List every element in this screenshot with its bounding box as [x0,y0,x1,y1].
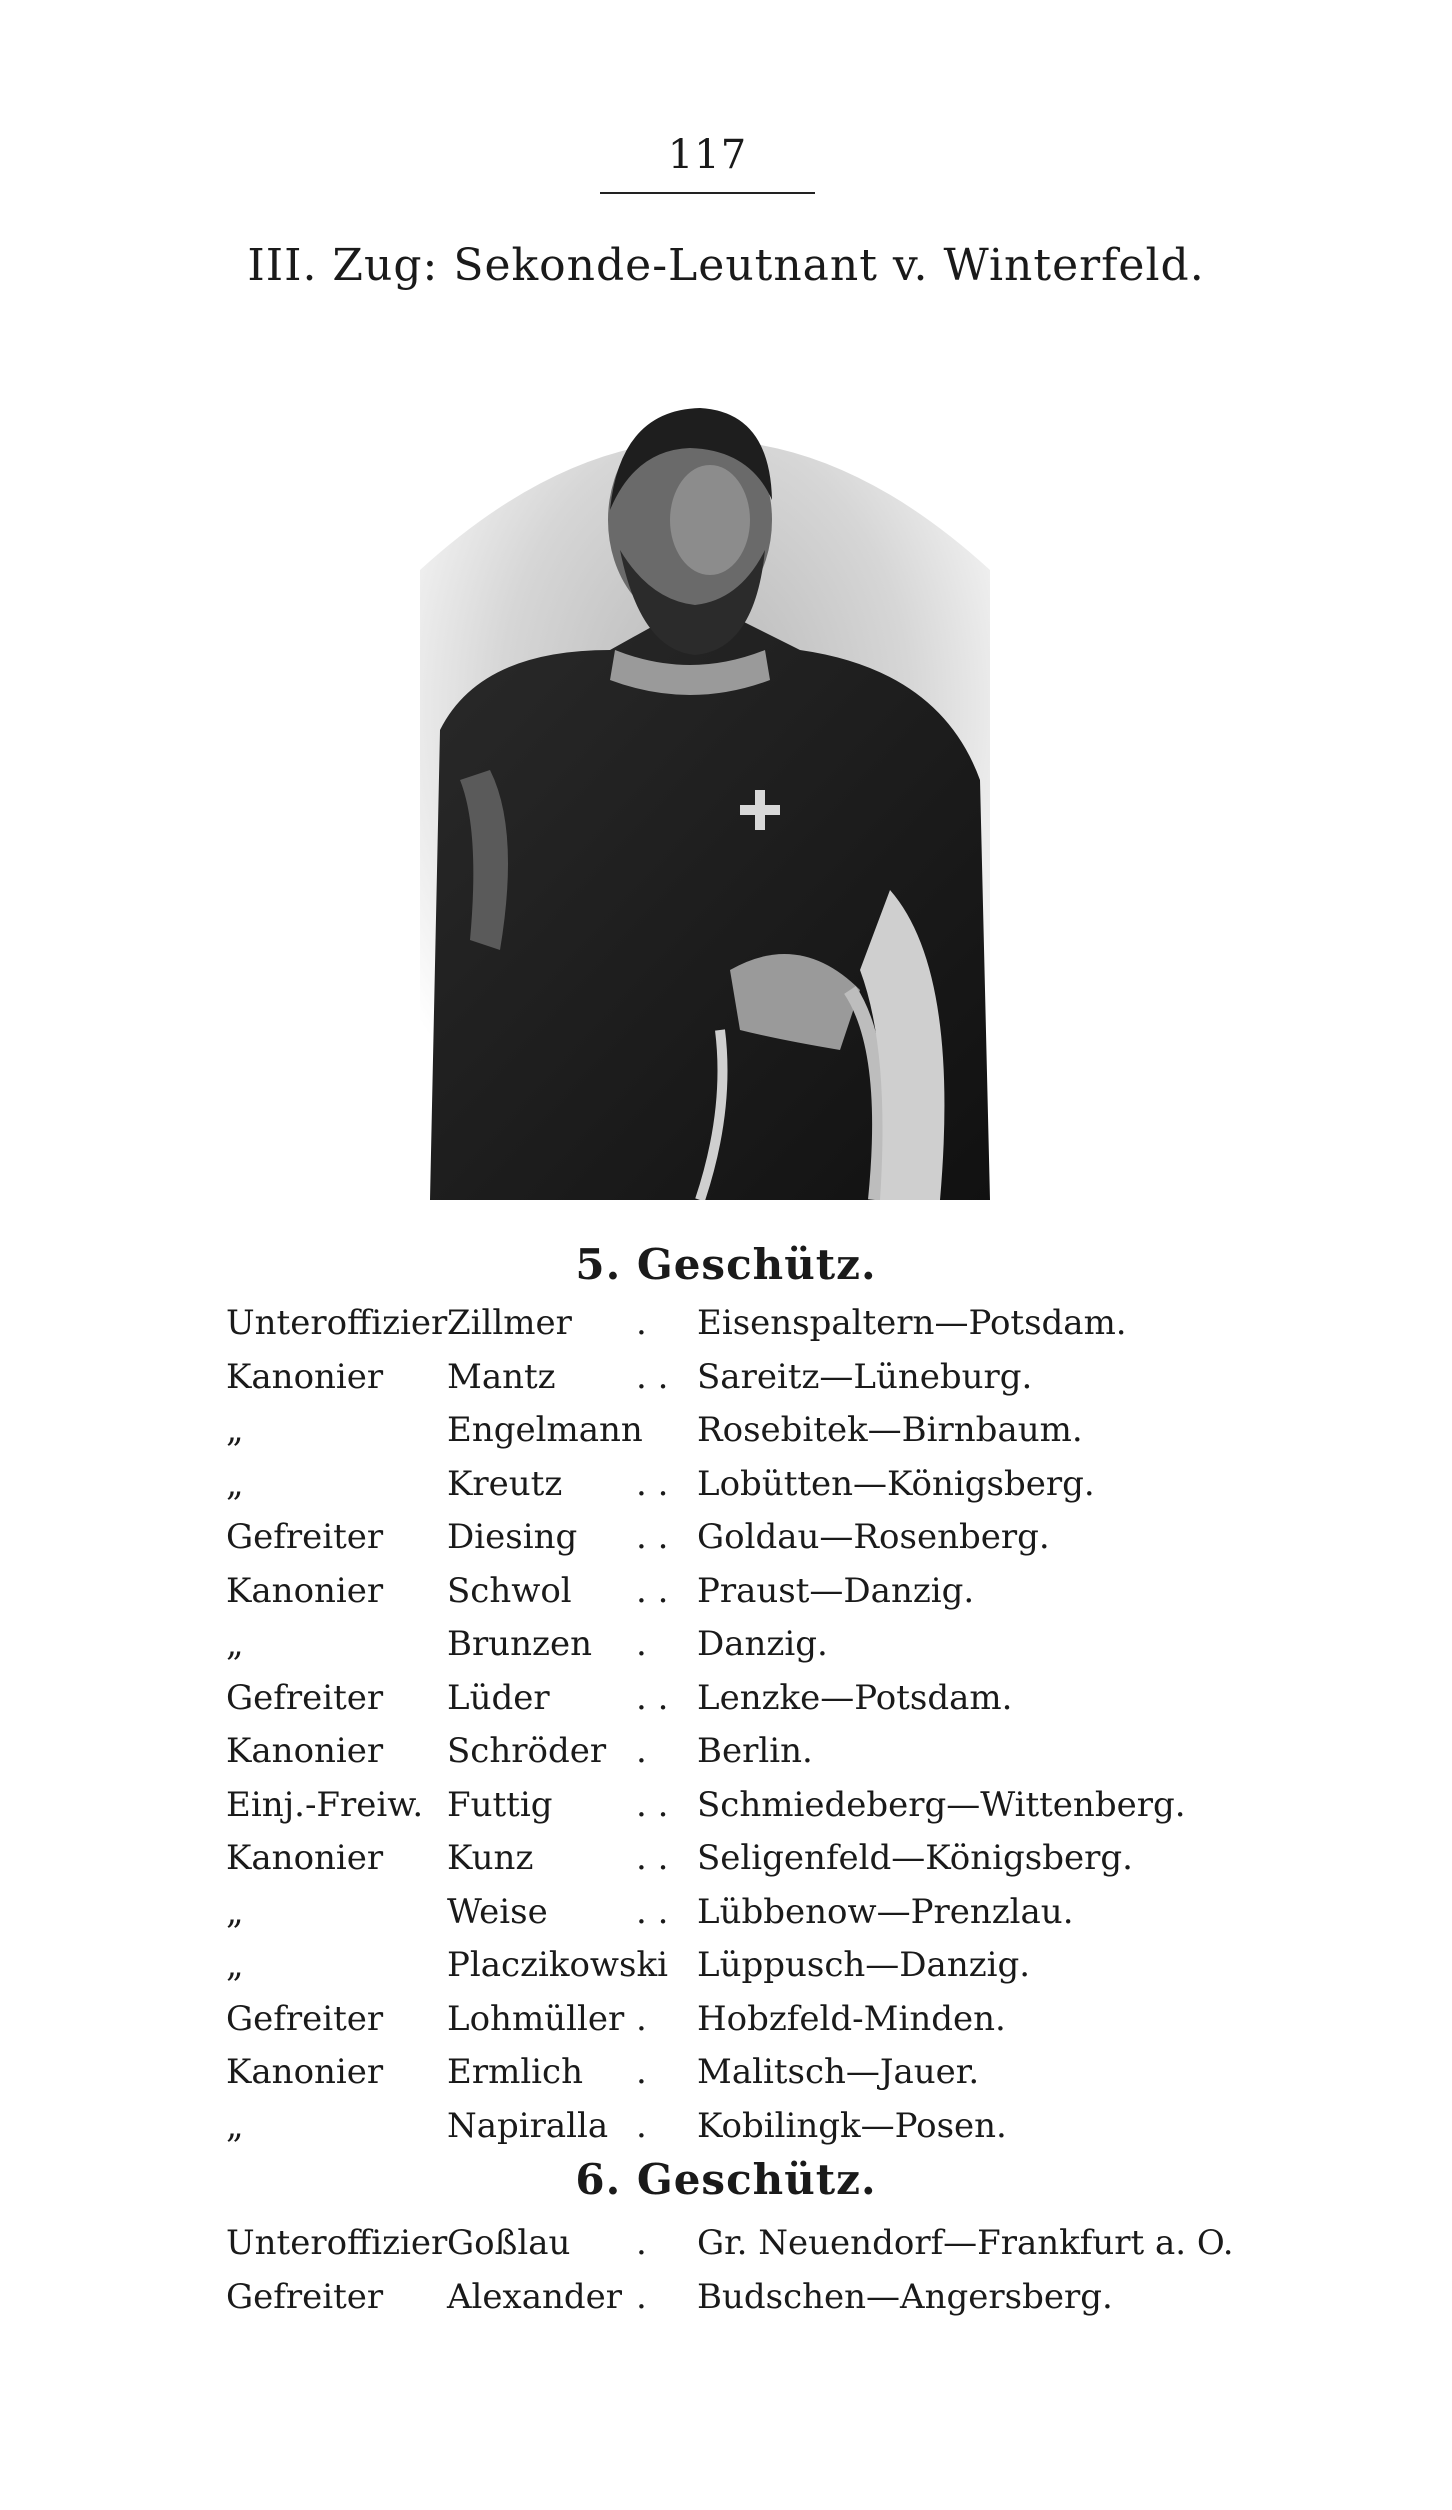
soldier-name: Alexander [447,2276,623,2317]
rank-label: Unteroffizier [226,2223,448,2263]
origin-place: Kobilingk—Posen. [697,2105,1007,2146]
section-heading: III. Zug: Sekonde-Leutnant v. Winterfeld. [247,240,1205,291]
rank-label: „ [226,2105,244,2146]
roster-row [0,1672,1452,1726]
soldier-name: Ermlich [447,2052,583,2092]
soldier-name: Schwol [447,1570,572,1611]
origin-place: Lenzke—Potsdam. [697,1677,1013,1718]
rank-label: Kanonier [226,1570,384,1611]
origin-place: Danzig. [697,1624,828,1664]
soldier-name: Placzikowski [447,1945,668,1985]
leader-dots: . . [636,1891,669,1932]
gun-6-roster [0,2217,1452,2324]
origin-place: Budschen—Angersberg. [697,2276,1113,2317]
soldier-name: Diesing [447,1517,578,1557]
roster-row [0,1993,1452,2047]
soldier-name: Engelmann [447,1410,643,1450]
origin-place: Schmiedeberg—Wittenberg. [697,1784,1186,1825]
leader-dots: . [636,2105,647,2146]
rank-label: Unteroffizier [226,1303,448,1343]
roster-row [0,1939,1452,1993]
leader-dots: . . [636,1677,669,1718]
rank-label: „ [226,1624,244,1664]
officer-portrait [420,350,990,1200]
origin-place: Sareitz—Lüneburg. [697,1356,1033,1397]
leader-dots: . . [636,1463,669,1504]
soldier-name: Goßlau [447,2223,571,2263]
rank-label: Gefreiter [226,1517,384,1557]
gun-5-roster [0,1297,1452,2153]
soldier-name: Lohmüller [447,1998,625,2039]
origin-place: Lobütten—Königsberg. [697,1463,1095,1504]
rank-label: „ [226,1891,244,1932]
leader-dots: . . [636,1356,669,1397]
rank-label: Gefreiter [226,1998,384,2039]
roster-row [0,1351,1452,1405]
leader-dots: . [636,1624,647,1664]
rank-label: Kanonier [226,2052,384,2092]
rank-label: „ [226,1945,244,1985]
page-number: 117 [667,132,748,178]
leader-dots: . . [636,1517,669,1557]
origin-place: Goldau—Rosenberg. [697,1517,1050,1557]
roster-row [0,2217,1452,2271]
roster-row [0,1404,1452,1458]
roster-row [0,2100,1452,2154]
soldier-name: Mantz [447,1356,556,1397]
page-number-rule [600,192,815,194]
origin-place: Lübbenow—Prenzlau. [697,1891,1074,1932]
origin-place: Eisenspaltern—Potsdam. [697,1303,1127,1343]
roster-row [0,1565,1452,1619]
rank-label: Kanonier [226,1356,384,1397]
soldier-name: Brunzen [447,1624,592,1664]
origin-place: Lüppusch—Danzig. [697,1945,1031,1985]
roster-row [0,1886,1452,1940]
origin-place: Berlin. [697,1731,813,1771]
soldier-name: Lüder [447,1677,550,1718]
soldier-name: Napiralla [447,2105,609,2146]
roster-row [0,1297,1452,1351]
leader-dots: . . [636,1784,669,1825]
rank-label: Gefreiter [226,1677,384,1718]
soldier-name: Kunz [447,1838,534,1878]
gun-6-heading: 6. Geschütz. [575,2155,877,2204]
gun-5-heading: 5. Geschütz. [575,1240,877,1289]
rank-label: „ [226,1463,244,1504]
origin-place: Malitsch—Jauer. [697,2052,980,2092]
origin-place: Hobzfeld-Minden. [697,1998,1006,2039]
leader-dots: . [636,1998,647,2039]
soldier-name: Schröder [447,1731,607,1771]
leader-dots: . [636,1731,647,1771]
rank-label: Einj.-Freiw. [226,1784,424,1825]
roster-row [0,1458,1452,1512]
origin-place: Seligenfeld—Königsberg. [697,1838,1133,1878]
leader-dots: . [636,2052,647,2092]
leader-dots: . [636,2276,647,2317]
soldier-name: Futtig [447,1784,553,1825]
leader-dots: . [636,2223,647,2263]
soldier-name: Weise [447,1891,548,1932]
leader-dots: . . [636,1838,669,1878]
rank-label: Kanonier [226,1838,384,1878]
soldier-name: Zillmer [447,1303,572,1343]
rank-label: Gefreiter [226,2276,384,2317]
roster-row [0,1779,1452,1833]
origin-place: Rosebitek—Birnbaum. [697,1410,1083,1450]
roster-row [0,1832,1452,1886]
rank-label: Kanonier [226,1731,384,1771]
roster-row [0,1618,1452,1672]
soldier-name: Kreutz [447,1463,563,1504]
rank-label: „ [226,1410,244,1450]
origin-place: Praust—Danzig. [697,1570,975,1611]
roster-row [0,1725,1452,1779]
origin-place: Gr. Neuendorf—Frankfurt a. O. [697,2223,1234,2263]
roster-row [0,2271,1452,2325]
roster-row [0,1511,1452,1565]
leader-dots: . [636,1303,647,1343]
leader-dots: . . [636,1570,669,1611]
roster-row [0,2046,1452,2100]
